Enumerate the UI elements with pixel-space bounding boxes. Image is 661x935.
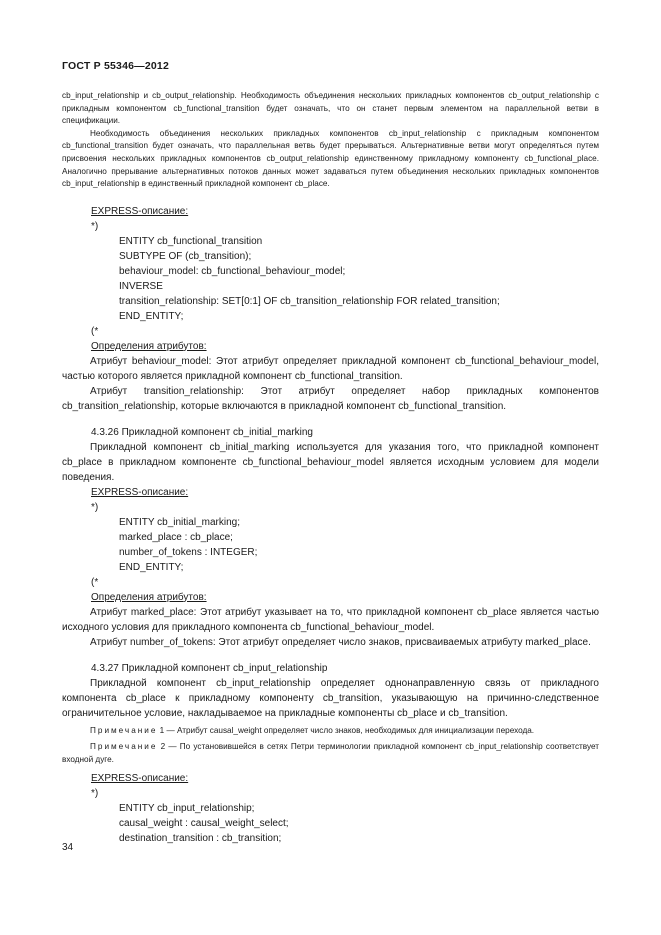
comment-open-marker: *) — [91, 501, 99, 513]
intro-paragraph-2: Необходимость объединения нескольких прикладных компонентов cb_input_relationship с прикладным компонентом cb_functional_transition будет означать, что параллельная ветвь будет прерываться. Альтернативные ветви могут определяться путем присвоения нескольких прикладных компонентов cb_output_relationship единственному прикладному компоненту cb_functional_place. Аналогично прерывание альтернативных потоков данных может задаваться путем объединения нескольких прикладных компонентов cb_input_relationship в единственный прикладной компонент cb_place. — [62, 128, 599, 189]
code-line: END_ENTITY; — [119, 561, 184, 573]
code-line: ENTITY cb_initial_marking; — [119, 516, 240, 528]
intro-paragraph-1: cb_input_relationship и cb_output_relationship. Необходимость объединения нескольких прикладных компонентов cb_output_relationship с прикладным компонентом cb_functional_transition будет означать, что он станет первым элементом на параллельной ветви в спецификации. — [62, 91, 599, 126]
comment-close-marker: (* — [91, 325, 99, 337]
note-label: Примечание — [90, 742, 158, 752]
code-line: number_of_tokens : INTEGER; — [119, 546, 258, 558]
section-body: Прикладной компонент cb_initial_marking используется для указания того, что прикладной компонент cb_place в прикладном компоненте cb_functional_behaviour_model является исходным условием для модели поведения. — [62, 441, 599, 483]
comment-close-marker: (* — [91, 576, 99, 588]
attribute-definition: Атрибут transition_relationship: Этот атрибут определяет набор прикладных компонентов cb_transition_relationship, которые включаются в прикладной компонент cb_functional_transition. — [62, 385, 599, 412]
code-line: transition_relationship: SET[0:1] OF cb_transition_relationship FOR related_transition; — [119, 295, 500, 307]
section-heading: 4.3.27 Прикладной компонент cb_input_relationship — [91, 662, 328, 674]
comment-open-marker: *) — [91, 220, 99, 232]
code-line: ENTITY cb_input_relationship; — [119, 802, 255, 814]
attributes-label: Определения атрибутов: — [91, 340, 207, 352]
attribute-definition: Атрибут marked_place: Этот атрибут указывает на то, что прикладной компонент cb_place является частью исходного условия для прикладного компонента cb_functional_behaviour_model. — [62, 606, 599, 633]
note-label: Примечание — [90, 725, 158, 735]
attribute-definition: Атрибут number_of_tokens: Этот атрибут определяет число знаков, присваиваемых атрибуту marked_place. — [90, 636, 591, 648]
code-line: destination_transition : cb_transition; — [119, 832, 282, 844]
code-line: marked_place : cb_place; — [119, 531, 233, 543]
note — [62, 741, 599, 766]
code-line: SUBTYPE OF (cb_transition); — [119, 250, 252, 262]
comment-open-marker: *) — [91, 787, 99, 799]
express-label: EXPRESS-описание: — [91, 772, 189, 784]
note-text: 1 — Атрибут causal_weight определяет число знаков, необходимых для инициализации перехода. — [157, 725, 535, 735]
note-text: 2 — По установившейся в сетях Петри терминологии прикладной компонент cb_input_relationship соответствует входной дуге. — [62, 742, 599, 764]
attribute-definition: Атрибут behaviour_model: Этот атрибут определяет прикладной компонент cb_functional_behaviour_model, частью которого является прикладной компонент cb_functional_transition. — [62, 355, 599, 382]
code-line: END_ENTITY; — [119, 310, 184, 322]
document-body — [62, 90, 599, 846]
note — [62, 725, 599, 738]
code-line: behaviour_model: cb_functional_behaviour_model; — [119, 265, 346, 277]
code-line: INVERSE — [119, 280, 163, 292]
section-body: Прикладной компонент cb_input_relationship определяет однонаправленную связь от прикладного компонента cb_place к прикладному компоненту cb_transition, указывающую на причинно-следственное ограничительное условие, накладываемое на прикладные компоненты cb_place и cb_transition. — [62, 677, 599, 719]
page-number: 34 — [62, 842, 74, 853]
section-heading: 4.3.26 Прикладной компонент cb_initial_marking — [91, 426, 313, 438]
code-line: causal_weight : causal_weight_select; — [119, 817, 289, 829]
attributes-label: Определения атрибутов: — [91, 591, 207, 603]
document-header: ГОСТ Р 55346—2012 — [62, 60, 170, 72]
express-label: EXPRESS-описание: — [91, 486, 189, 498]
code-line: ENTITY cb_functional_transition — [119, 235, 263, 247]
express-label: EXPRESS-описание: — [91, 205, 189, 217]
